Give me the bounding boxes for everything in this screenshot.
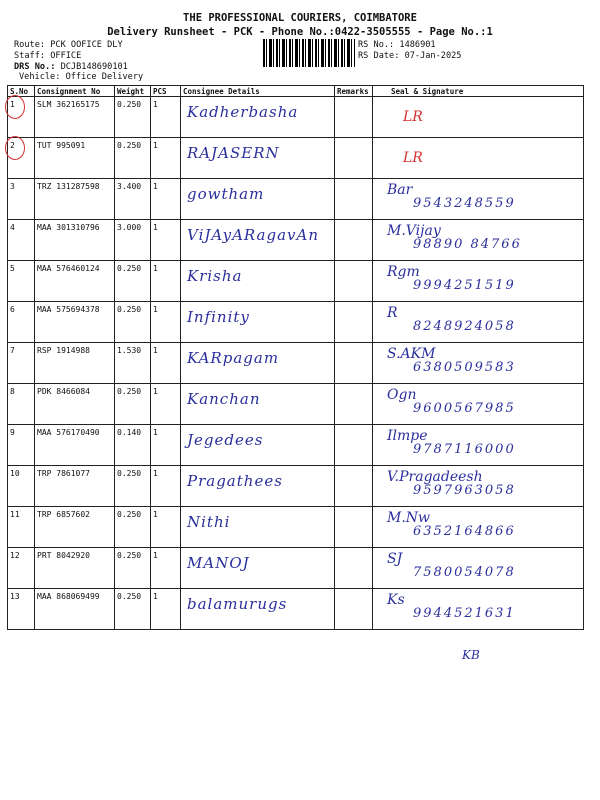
table-row [8, 548, 584, 589]
remarks-cell [335, 138, 373, 179]
consignee-cell [181, 220, 335, 261]
consignment-number-cell: TRP 6857602 [35, 507, 115, 548]
table-row [8, 220, 584, 261]
weight-cell: 3.400 [115, 179, 151, 220]
remarks-cell [335, 220, 373, 261]
pcs-cell: 1 [151, 138, 181, 179]
table-row [8, 97, 584, 138]
weight-cell: 1.530 [115, 343, 151, 384]
consignment-number-cell: TRZ 131287598 [35, 179, 115, 220]
weight-cell: 0.250 [115, 466, 151, 507]
pcs-cell: 1 [151, 97, 181, 138]
signature-handwriting: Ks [387, 592, 405, 608]
consignee-cell [181, 466, 335, 507]
pcs-cell: 1 [151, 507, 181, 548]
column-header: PCS [151, 86, 181, 97]
consignee-handwriting: MANOJ [187, 554, 250, 572]
consignment-number-cell: MAA 301310796 [35, 220, 115, 261]
consignee-handwriting: gowtham [187, 185, 265, 203]
consignee-handwriting: Krisha [187, 267, 243, 285]
weight-cell: 0.250 [115, 261, 151, 302]
serial-number-cell: 13 [8, 589, 35, 630]
serial-number-cell: 2 [8, 138, 35, 179]
signature-cell [373, 507, 584, 548]
table-row [8, 179, 584, 220]
vehicle-text: Vehicle: Office Delivery [19, 72, 144, 82]
signature-handwriting: Ilmpe [387, 428, 428, 444]
consignee-cell [181, 507, 335, 548]
signature-cell [373, 425, 584, 466]
remarks-cell [335, 548, 373, 589]
consignee-cell [181, 384, 335, 425]
drs-value: DCJB148690101 [60, 62, 128, 72]
weight-cell: 0.250 [115, 97, 151, 138]
signature-handwriting: Ogn [387, 387, 417, 403]
pcs-cell: 1 [151, 343, 181, 384]
signature-cell [373, 220, 584, 261]
column-header: Remarks [335, 86, 373, 97]
consignee-handwriting: Jegedees [187, 431, 264, 449]
weight-cell: 0.250 [115, 302, 151, 343]
pcs-cell: 1 [151, 179, 181, 220]
remarks-cell [335, 343, 373, 384]
signature-cell [373, 548, 584, 589]
serial-number-cell: 6 [8, 302, 35, 343]
consignment-number-cell: PDK 8466084 [35, 384, 115, 425]
pcs-cell: 1 [151, 548, 181, 589]
signature-cell [373, 138, 584, 179]
table-row [8, 384, 584, 425]
table-row [8, 507, 584, 548]
consignee-cell [181, 548, 335, 589]
weight-cell: 0.250 [115, 548, 151, 589]
remarks-cell [335, 589, 373, 630]
table-row [8, 343, 584, 384]
runsheet-table [7, 85, 584, 630]
weight-cell: 0.250 [115, 507, 151, 548]
table-row [8, 302, 584, 343]
drs-text [14, 62, 128, 72]
consignee-handwriting: Kadherbasha [187, 103, 299, 121]
signature-handwriting: M.Nw [387, 510, 431, 526]
serial-number-cell: 11 [8, 507, 35, 548]
signature-handwriting: R [387, 305, 398, 321]
weight-cell: 0.250 [115, 138, 151, 179]
weight-cell: 3.000 [115, 220, 151, 261]
signature-cell [373, 179, 584, 220]
serial-number-cell: 4 [8, 220, 35, 261]
rs-number: RS No.: 1486901 [358, 40, 436, 50]
consignment-number-cell: TUT 995091 [35, 138, 115, 179]
consignment-number-cell: MAA 576460124 [35, 261, 115, 302]
route-text: Route: PCK OOFICE DLY [14, 40, 123, 50]
column-header: Weight [115, 86, 151, 97]
serial-number-cell: 9 [8, 425, 35, 466]
document-title: THE PROFESSIONAL COURIERS, COIMBATORE [183, 12, 417, 24]
signature-handwriting: V.Pragadeesh [387, 469, 483, 485]
signature-handwriting: S.AKM [387, 346, 436, 362]
phone-handwriting: 9994251519 [413, 278, 516, 293]
consignee-handwriting: Nithi [187, 513, 231, 531]
signature-handwriting: M.Vijay [387, 223, 441, 239]
consignee-cell [181, 302, 335, 343]
consignment-number-cell: SLM 362165175 [35, 97, 115, 138]
pcs-cell: 1 [151, 466, 181, 507]
signature-handwriting: SJ [387, 551, 403, 567]
signature-cell [373, 384, 584, 425]
remarks-cell [335, 384, 373, 425]
consignee-cell [181, 589, 335, 630]
signature-cell [373, 97, 584, 138]
column-header: Consignment No [35, 86, 115, 97]
pcs-cell: 1 [151, 589, 181, 630]
remarks-cell [335, 507, 373, 548]
footer-signature: KB [462, 648, 480, 662]
table-header-row [8, 86, 584, 97]
phone-handwriting: 9543248559 [413, 196, 516, 211]
phone-handwriting: 8248924058 [413, 319, 516, 334]
rs-date: RS Date: 07-Jan-2025 [358, 51, 462, 61]
serial-number-cell: 8 [8, 384, 35, 425]
consignee-handwriting: Infinity [187, 308, 250, 326]
red-circle-mark [5, 95, 25, 119]
consignee-cell [181, 97, 335, 138]
signature-cell [373, 343, 584, 384]
table-row [8, 261, 584, 302]
weight-cell: 0.250 [115, 589, 151, 630]
consignee-handwriting: ViJAyARagavAn [187, 226, 320, 244]
barcode [263, 39, 355, 67]
column-header: Consignee Details [181, 86, 335, 97]
phone-handwriting: 9944521631 [413, 606, 516, 621]
consignee-cell [181, 138, 335, 179]
consignment-number-cell: PRT 8042920 [35, 548, 115, 589]
remarks-cell [335, 425, 373, 466]
table-row [8, 425, 584, 466]
consignee-cell [181, 425, 335, 466]
phone-handwriting: 98890 84766 [413, 237, 522, 252]
staff-text: Staff: OFFICE [14, 51, 82, 61]
signature-handwriting: LR [403, 150, 423, 166]
weight-cell: 0.250 [115, 384, 151, 425]
pcs-cell: 1 [151, 261, 181, 302]
table-row [8, 466, 584, 507]
signature-cell [373, 466, 584, 507]
serial-number-cell: 1 [8, 97, 35, 138]
phone-handwriting: 9597963058 [413, 483, 516, 498]
document-subtitle: Delivery Runsheet - PCK - Phone No.:0422-3505555 - Page No.:1 [107, 26, 493, 38]
consignment-number-cell: MAA 868069499 [35, 589, 115, 630]
consignee-handwriting: RAJASERN [187, 144, 280, 162]
serial-number-cell: 12 [8, 548, 35, 589]
drs-label: DRS No.: [14, 62, 61, 72]
remarks-cell [335, 261, 373, 302]
consignment-number-cell: MAA 576170490 [35, 425, 115, 466]
phone-handwriting: 9600567985 [413, 401, 516, 416]
consignee-handwriting: balamurugs [187, 595, 288, 613]
table-row [8, 138, 584, 179]
consignee-handwriting: Pragathees [187, 472, 283, 490]
pcs-cell: 1 [151, 384, 181, 425]
pcs-cell: 1 [151, 425, 181, 466]
phone-handwriting: 6352164866 [413, 524, 516, 539]
serial-number-cell: 3 [8, 179, 35, 220]
signature-handwriting: Bar [387, 182, 413, 198]
remarks-cell [335, 179, 373, 220]
consignee-cell [181, 343, 335, 384]
remarks-cell [335, 302, 373, 343]
signature-cell [373, 589, 584, 630]
red-circle-mark [5, 136, 25, 160]
signature-cell [373, 302, 584, 343]
consignee-cell [181, 179, 335, 220]
weight-cell: 0.140 [115, 425, 151, 466]
phone-handwriting: 9787116000 [413, 442, 516, 457]
consignee-handwriting: Kanchan [187, 390, 261, 408]
signature-handwriting: LR [403, 109, 423, 125]
column-header: Seal & Signature [373, 86, 584, 97]
column-header: S.No [8, 86, 35, 97]
consignment-number-cell: TRP 7861077 [35, 466, 115, 507]
phone-handwriting: 7580054078 [413, 565, 516, 580]
consignee-cell [181, 261, 335, 302]
pcs-cell: 1 [151, 302, 181, 343]
remarks-cell [335, 466, 373, 507]
table-row [8, 589, 584, 630]
consignment-number-cell: MAA 575694378 [35, 302, 115, 343]
pcs-cell: 1 [151, 220, 181, 261]
phone-handwriting: 6380509583 [413, 360, 516, 375]
signature-cell [373, 261, 584, 302]
consignment-number-cell: RSP 1914988 [35, 343, 115, 384]
serial-number-cell: 10 [8, 466, 35, 507]
consignee-handwriting: KARpagam [187, 349, 280, 367]
remarks-cell [335, 97, 373, 138]
signature-handwriting: Rgm [387, 264, 420, 280]
serial-number-cell: 5 [8, 261, 35, 302]
serial-number-cell: 7 [8, 343, 35, 384]
